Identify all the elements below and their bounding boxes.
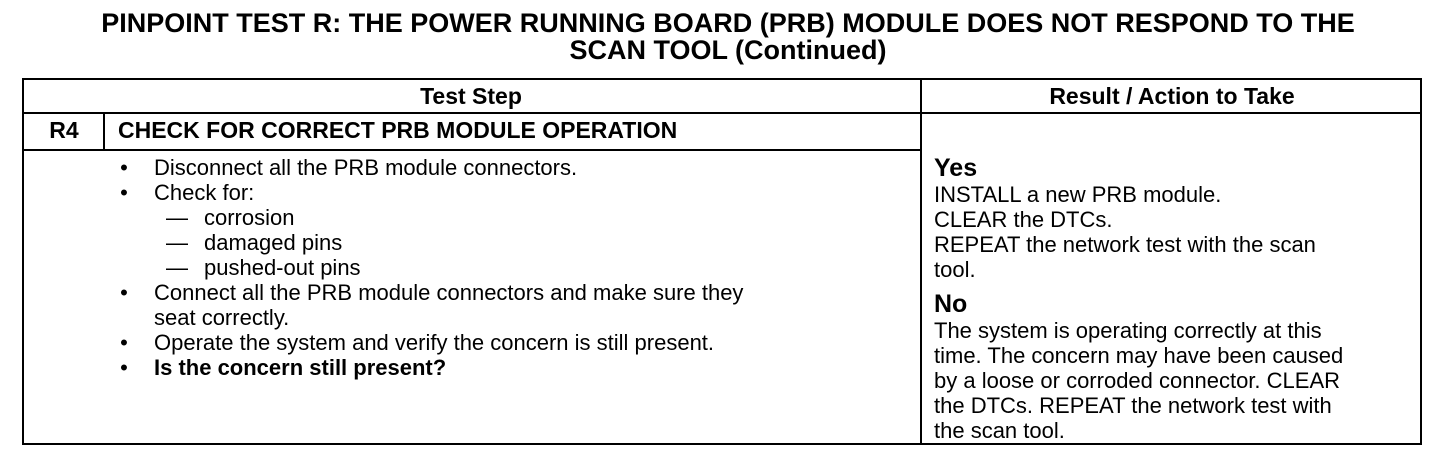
step-text: Disconnect all the PRB module connectors.	[154, 155, 578, 180]
column-divider	[920, 78, 922, 445]
page-title	[0, 10, 1456, 64]
step-title: CHECK FOR CORRECT PRB MODULE OPERATION	[118, 117, 678, 143]
result-column	[934, 154, 1416, 443]
step-title-divider	[22, 149, 922, 151]
header-test-step: Test Step	[420, 83, 522, 109]
result-no-line: by a loose or corroded connector. CLEAR	[934, 368, 1341, 393]
list-item	[114, 155, 914, 180]
result-yes-line: CLEAR the DTCs.	[934, 207, 1113, 232]
result-yes-line: REPEAT the network test with the scan	[934, 232, 1316, 257]
header-divider	[22, 112, 1422, 114]
sub-step-text: corrosion	[204, 205, 295, 230]
result-no-label: No	[934, 290, 968, 318]
header-result-action: Result / Action to Take	[1049, 83, 1295, 109]
bullet-icon: •	[120, 280, 128, 305]
dash-icon: —	[166, 255, 188, 280]
step-id: R4	[49, 117, 79, 143]
result-no-line: time. The concern may have been caused	[934, 343, 1344, 368]
bullet-icon: •	[120, 155, 128, 180]
sub-list-item	[114, 230, 914, 255]
list-item	[114, 355, 914, 380]
sub-list-item	[114, 205, 914, 230]
result-yes-line: tool.	[934, 257, 976, 282]
result-yes-label: Yes	[934, 154, 978, 182]
list-item	[114, 330, 914, 355]
dash-icon: —	[166, 205, 188, 230]
list-item-continuation	[114, 305, 914, 330]
step-instructions	[114, 155, 914, 380]
bullet-icon: •	[120, 355, 128, 380]
list-item	[114, 180, 914, 205]
dash-icon: —	[166, 230, 188, 255]
sub-step-text: pushed-out pins	[204, 255, 361, 280]
bullet-icon: •	[120, 330, 128, 355]
step-text: Check for:	[154, 180, 255, 205]
title-line-1: PINPOINT TEST R: THE POWER RUNNING BOARD (PRB) MODULE DOES NOT RESPOND TO THE	[101, 8, 1355, 38]
list-item	[114, 280, 914, 305]
result-yes-line: INSTALL a new PRB module.	[934, 182, 1222, 207]
step-text: Operate the system and verify the concern is still present.	[154, 330, 715, 355]
step-question: Is the concern still present?	[154, 355, 447, 380]
bullet-icon: •	[120, 180, 128, 205]
result-no-line: the DTCs. REPEAT the network test with	[934, 393, 1332, 418]
step-text: seat correctly.	[154, 305, 290, 330]
result-no-line: the scan tool.	[934, 418, 1065, 443]
sub-list-item	[114, 255, 914, 280]
title-line-2: SCAN TOOL (Continued)	[569, 35, 887, 65]
result-no-line: The system is operating correctly at this	[934, 318, 1322, 343]
sub-step-text: damaged pins	[204, 230, 343, 255]
step-text: Connect all the PRB module connectors and make sure they	[154, 280, 744, 305]
